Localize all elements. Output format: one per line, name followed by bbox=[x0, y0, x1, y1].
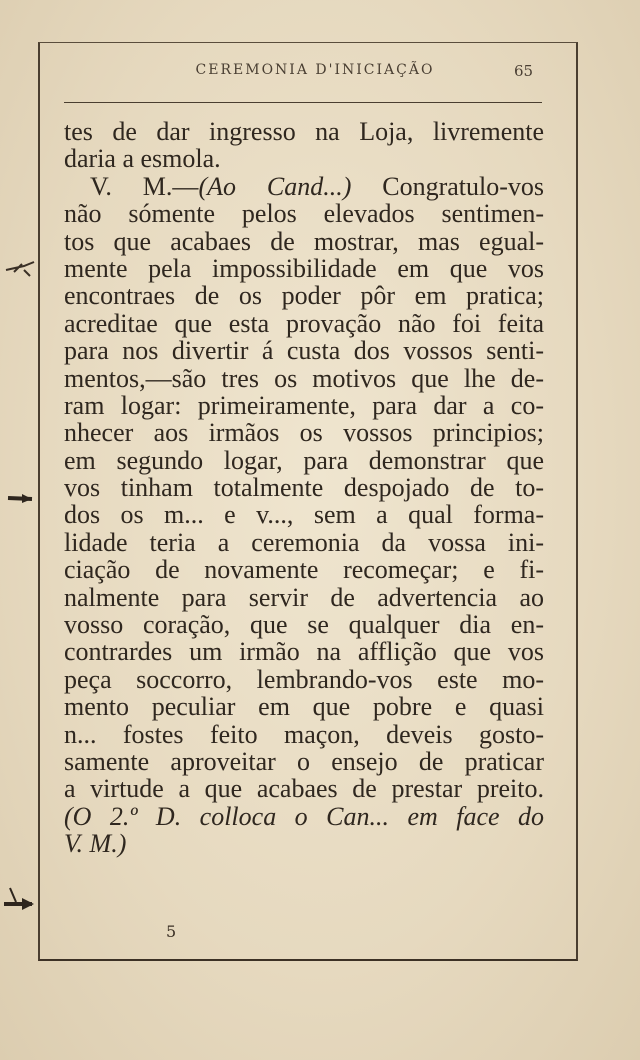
text-line: mentos,—são tres os motivos que lhe de- bbox=[64, 363, 544, 393]
speaker: V. M.— bbox=[90, 171, 199, 201]
stage-direction: (Ao Cand...) bbox=[198, 171, 352, 201]
text-line: para nos divertir á custa dos vossos senti- bbox=[64, 336, 544, 366]
text-line: ciação de novamente recomeçar; e fi- bbox=[64, 555, 544, 585]
page-number: 65 bbox=[514, 62, 534, 80]
text-line: a virtude a que acabaes de prestar preito. bbox=[64, 774, 544, 804]
margin-mark-icon bbox=[4, 258, 38, 283]
speech-start: Congratulo-vos bbox=[351, 171, 545, 201]
text-line: lidade teria a ceremonia da vossa ini- bbox=[64, 527, 544, 557]
header-rule bbox=[64, 102, 542, 103]
body-text bbox=[64, 118, 544, 858]
text-line: vos tinham totalmente despojado de to- bbox=[64, 473, 544, 503]
stage-direction-line: (O 2.º D. colloca o Can... em face do bbox=[64, 801, 544, 831]
text-line: dos os m... e v..., sem a qual forma- bbox=[64, 500, 544, 530]
margin-arrow-icon bbox=[6, 486, 36, 510]
running-title: CEREMONIA D'INICIAÇÃO bbox=[195, 62, 435, 78]
stage-direction-line: V. M.) bbox=[64, 829, 127, 859]
text-line: samente aproveitar o ensejo de praticar bbox=[64, 746, 544, 776]
text-line: ram logar: primeiramente, para dar a co- bbox=[64, 390, 544, 420]
text-line: mente pela impossibilidade em que vos bbox=[64, 253, 544, 283]
text-line: nalmente para servir de advertencia ao bbox=[64, 582, 544, 612]
margin-arrow-icon bbox=[2, 884, 38, 919]
text-line: n... fostes feito maçon, deveis gosto- bbox=[64, 719, 544, 749]
text-line: contrardes um irmão na afflição que vos bbox=[64, 637, 544, 667]
text-line: vosso coração, que se qualquer dia en- bbox=[64, 610, 544, 640]
speaker-line bbox=[64, 173, 544, 200]
text-line: daria a esmola. bbox=[64, 144, 221, 174]
text-line: mento peculiar em que pobre e quasi bbox=[64, 692, 544, 722]
text-line: encontraes de os poder pôr em pratica; bbox=[64, 281, 544, 311]
text-line: nhecer aos irmãos os vossos principios; bbox=[64, 418, 544, 448]
text-line: em segundo logar, para demonstrar que bbox=[64, 445, 544, 475]
text-line: peça soccorro, lembrando-vos este mo- bbox=[64, 664, 544, 694]
text-line: tes de dar ingresso na Loja, livremente bbox=[64, 117, 544, 146]
signature-mark: 5 bbox=[166, 922, 177, 941]
text-line: tos que acabaes de mostrar, mas egual- bbox=[64, 226, 544, 256]
text-line: não sómente pelos elevados sentimen- bbox=[64, 199, 544, 229]
text-line: acreditae que esta provação não foi feita bbox=[64, 308, 544, 338]
